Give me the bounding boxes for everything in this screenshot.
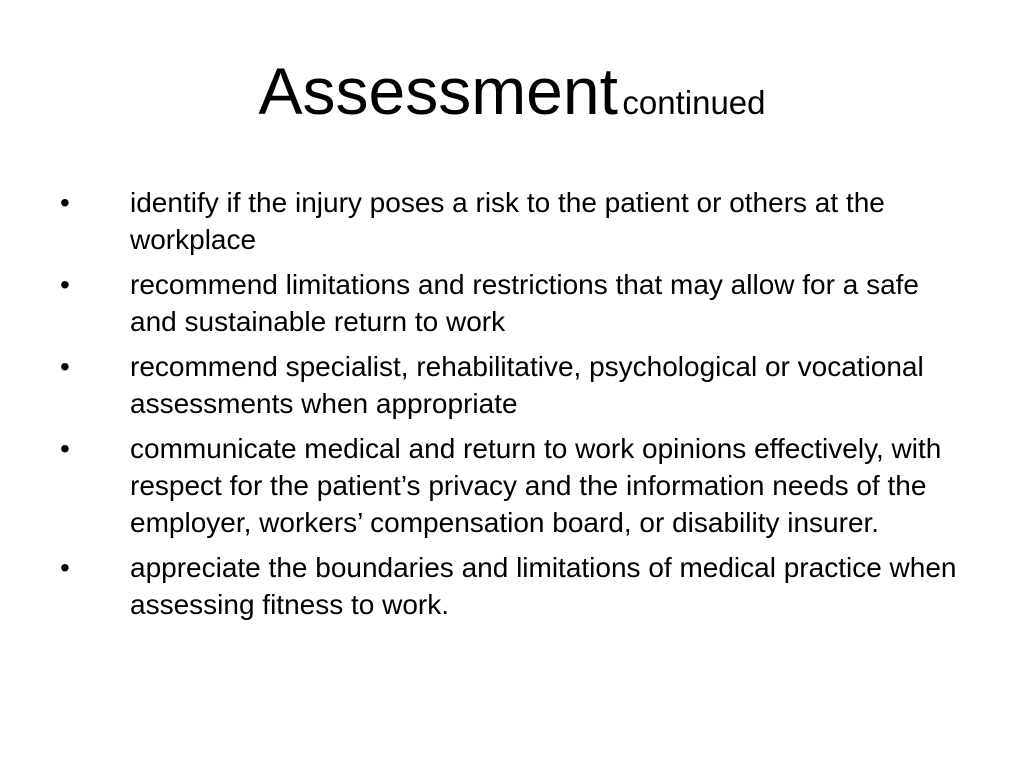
bullet-marker: • <box>60 552 70 583</box>
bullet-text: recommend limitations and restrictions that may allow for a safe and sustainable return to work <box>130 269 919 337</box>
bullet-item <box>0 184 1024 258</box>
bullet-marker: • <box>60 187 70 218</box>
bullet-text: communicate medical and return to work opinions effectively, with respect for the patient’s privacy and the information needs of the employer, workers’ compensation board, or disability insurer. <box>130 433 942 538</box>
title-main: Assessment <box>258 54 618 128</box>
title-suffix: continued <box>622 84 766 121</box>
bullet-text: appreciate the boundaries and limitations of medical practice when assessing fitness to work. <box>130 552 957 620</box>
slide-title <box>0 54 1024 128</box>
bullet-text: identify if the injury poses a risk to the patient or others at the workplace <box>130 187 885 255</box>
bullet-text: recommend specialist, rehabilitative, psychological or vocational assessments when appropriate <box>130 351 924 419</box>
bullet-list <box>0 184 1024 631</box>
bullet-item <box>0 348 1024 422</box>
bullet-marker: • <box>60 351 70 382</box>
bullet-marker: • <box>60 269 70 300</box>
bullet-item <box>0 266 1024 340</box>
bullet-item <box>0 430 1024 541</box>
bullet-marker: • <box>60 433 70 464</box>
bullet-item <box>0 549 1024 623</box>
